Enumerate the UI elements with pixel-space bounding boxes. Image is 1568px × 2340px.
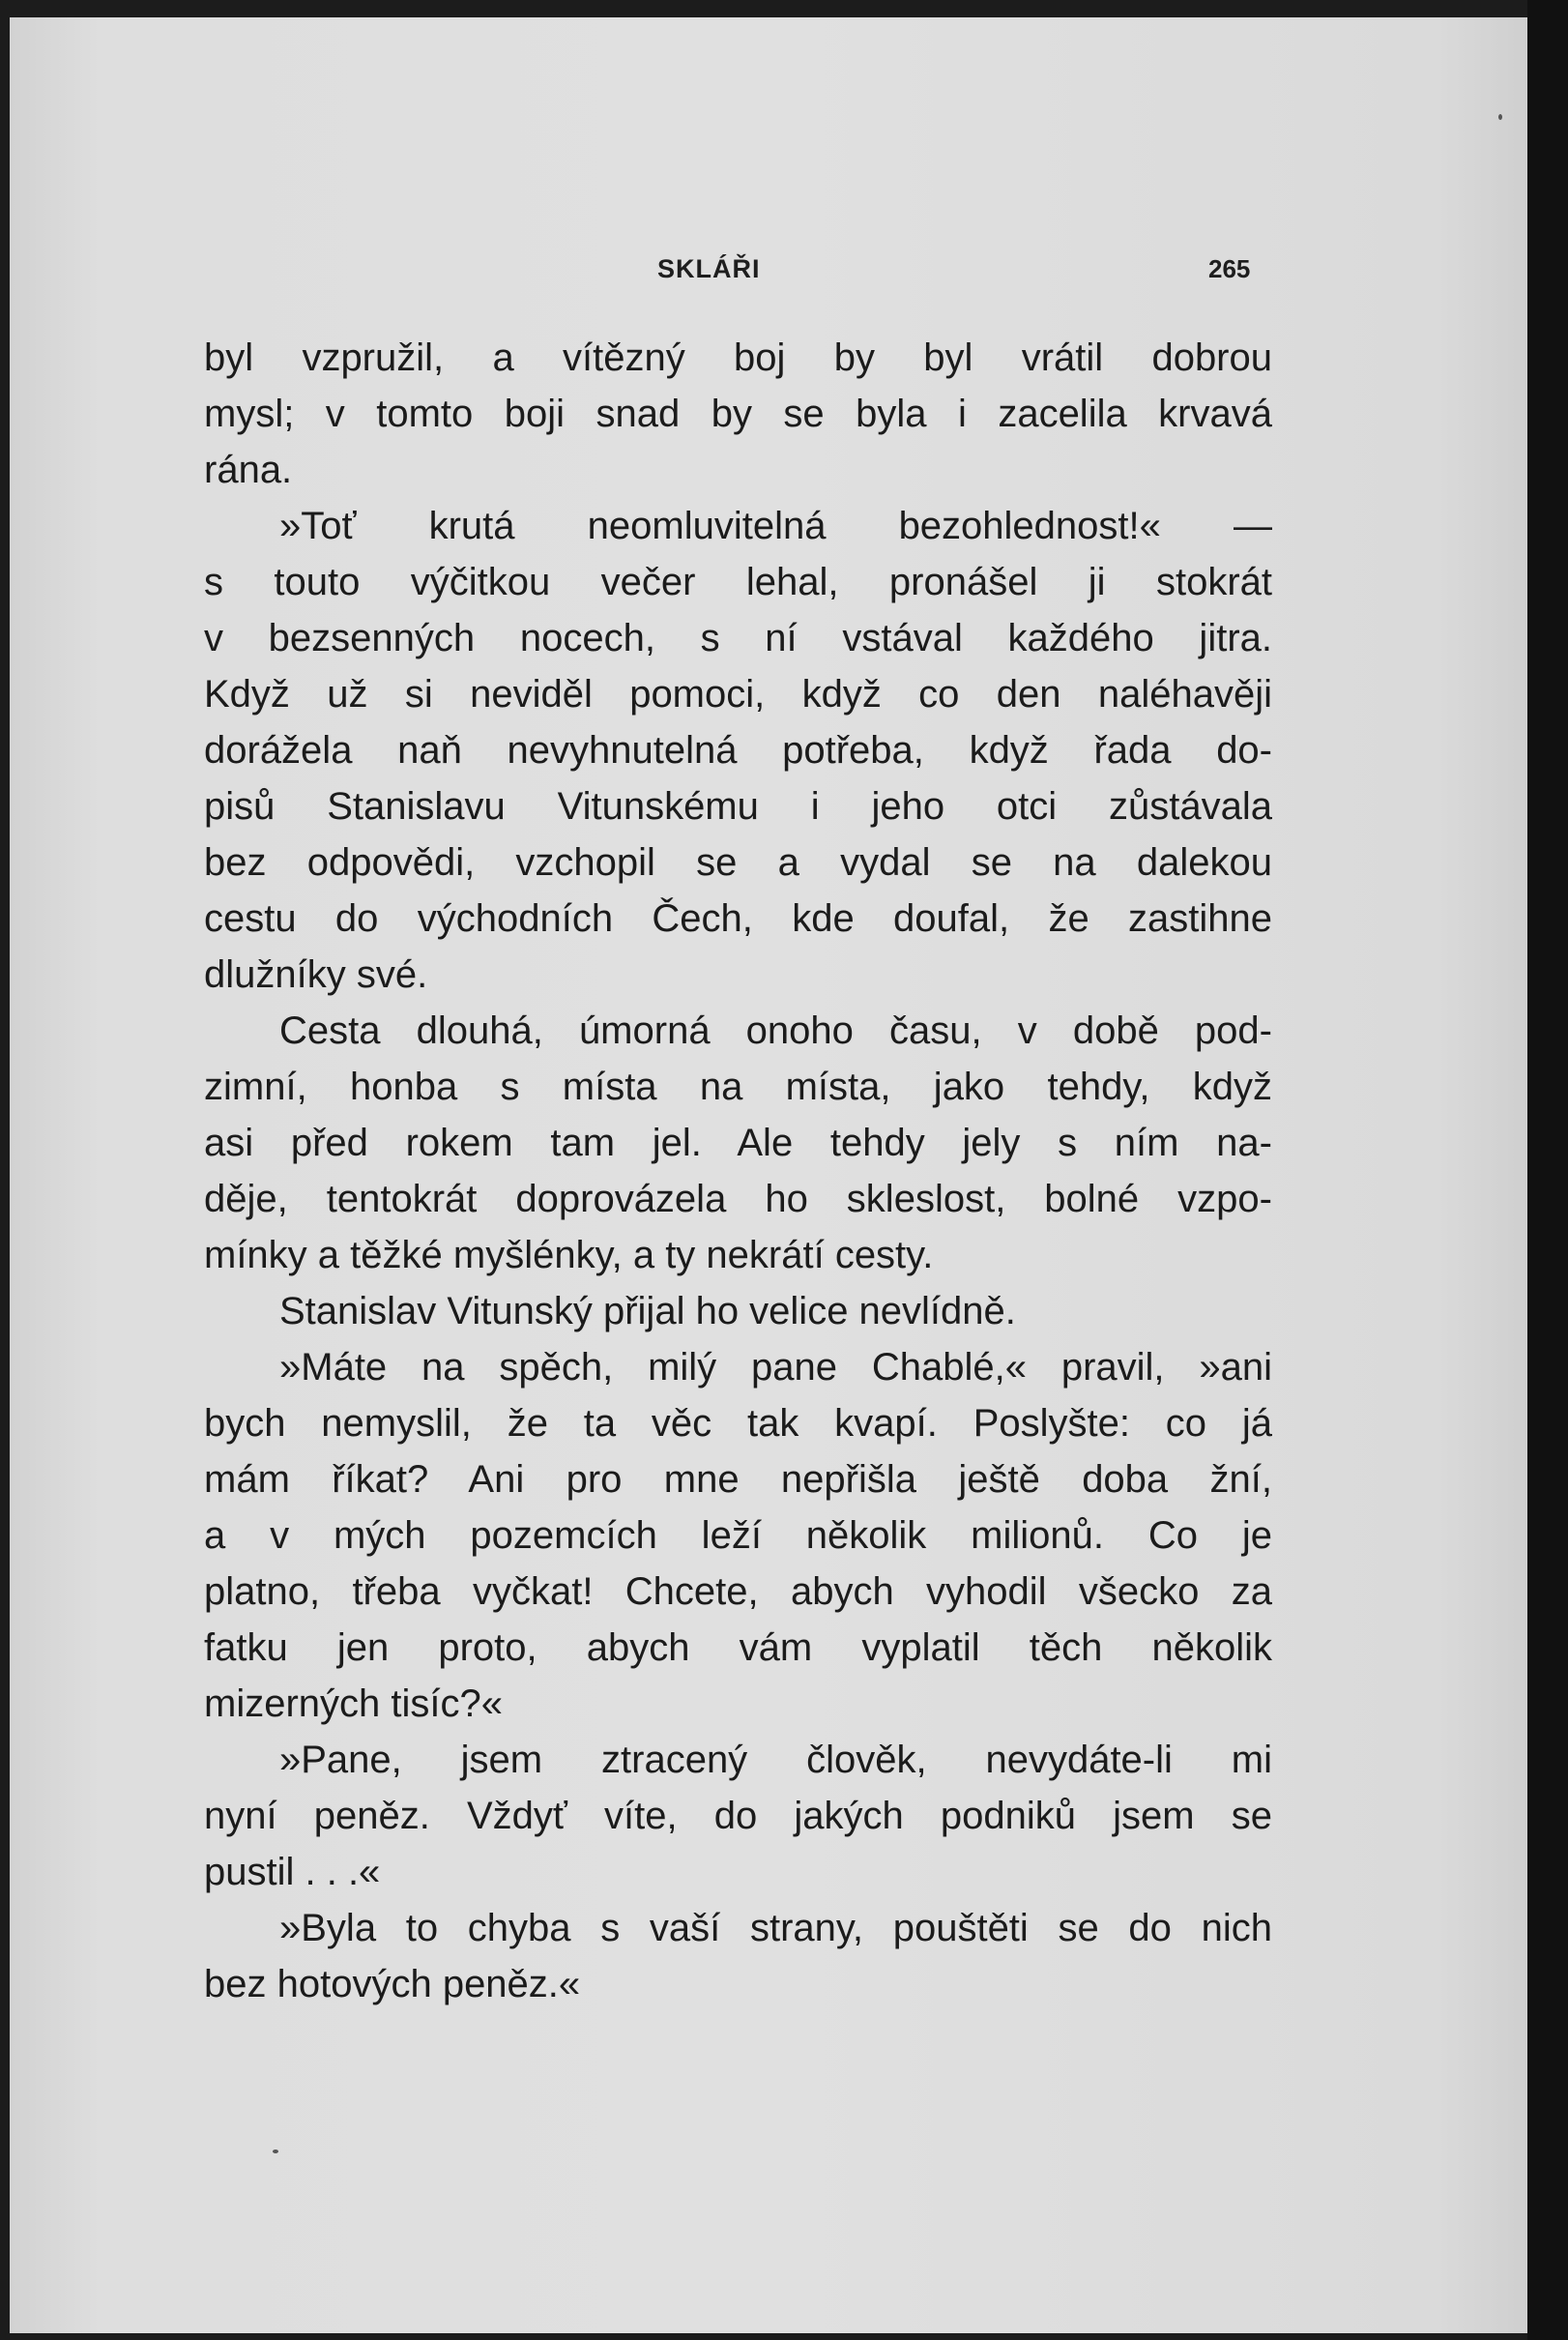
scan-border [1527,0,1568,2340]
text-line: bych nemyslil, že ta věc tak kvapí. Poslyšte: co já [204,1402,1272,1445]
text-line: »Pane, jsem ztracený člověk, nevydáte-li mi [279,1739,1272,1781]
text-line: s touto výčitkou večer lehal, pronášel ji stokrát [204,561,1272,603]
text-line: mám říkat? Ani pro mne nepřišla ještě doba žní, [204,1458,1272,1501]
text-line: rána. [204,449,293,491]
text-line: »Máte na spěch, milý pane Chablé,« pravil, »ani [279,1346,1272,1389]
page-number: 265 [1208,254,1251,283]
text-line: Cesta dlouhá, úmorná onoho času, v době pod- [279,1009,1272,1052]
text-line: bez odpovědi, vzchopil se a vydal se na dalekou [204,841,1272,884]
text-line: pisů Stanislavu Vitunskému i jeho otci zůstávala [204,785,1272,828]
text-line: zimní, honba s místa na místa, jako tehdy, když [204,1066,1272,1108]
book-page [10,17,1527,2333]
text-line: asi před rokem tam jel. Ale tehdy jely s ním na- [204,1122,1272,1164]
body-text [204,330,1272,2012]
text-line: platno, třeba vyčkat! Chcete, abych vyhodil všecko za [204,1570,1272,1613]
scan-speck [273,2150,278,2153]
text-line: nyní peněz. Vždyť víte, do jakých podniků jsem se [204,1795,1272,1837]
text-line: dorážela naň nevyhnutelná potřeba, když řada do- [204,729,1272,772]
text-line: mizerných tisíc?« [204,1682,503,1725]
page-header [10,254,1527,293]
text-line: Stanislav Vitunský přijal ho velice nevlídně. [279,1290,1016,1332]
scan-speck [1498,114,1502,120]
text-line: fatku jen proto, abych vám vyplatil těch několik [204,1626,1272,1669]
text-line: cestu do východních Čech, kde doufal, že zastihne [204,897,1272,940]
text-line: a v mých pozemcích leží několik milionů. Co je [204,1514,1272,1557]
text-line: byl vzpružil, a vítězný boj by byl vrátil dobrou [204,336,1272,379]
text-line: »Toť krutá neomluvitelná bezohlednost!« — [279,505,1272,547]
text-line: pustil . . .« [204,1851,381,1893]
text-line: mínky a těžké myšlénky, a ty nekrátí cesty. [204,1234,934,1276]
text-line: v bezsenných nocech, s ní vstával každého jitra. [204,617,1272,659]
text-line: bez hotových peněz.« [204,1963,581,2005]
text-line: mysl; v tomto boji snad by se byla i zacelila krvavá [204,393,1272,435]
text-line: Když už si neviděl pomoci, když co den naléhavěji [204,673,1272,716]
running-title: SKLÁŘI [657,254,761,283]
text-line: děje, tentokrát doprovázela ho skleslost, bolné vzpo- [204,1178,1272,1220]
text-line: dlužníky své. [204,953,428,996]
text-line: »Byla to chyba s vaší strany, pouštěti se do nich [279,1907,1272,1949]
